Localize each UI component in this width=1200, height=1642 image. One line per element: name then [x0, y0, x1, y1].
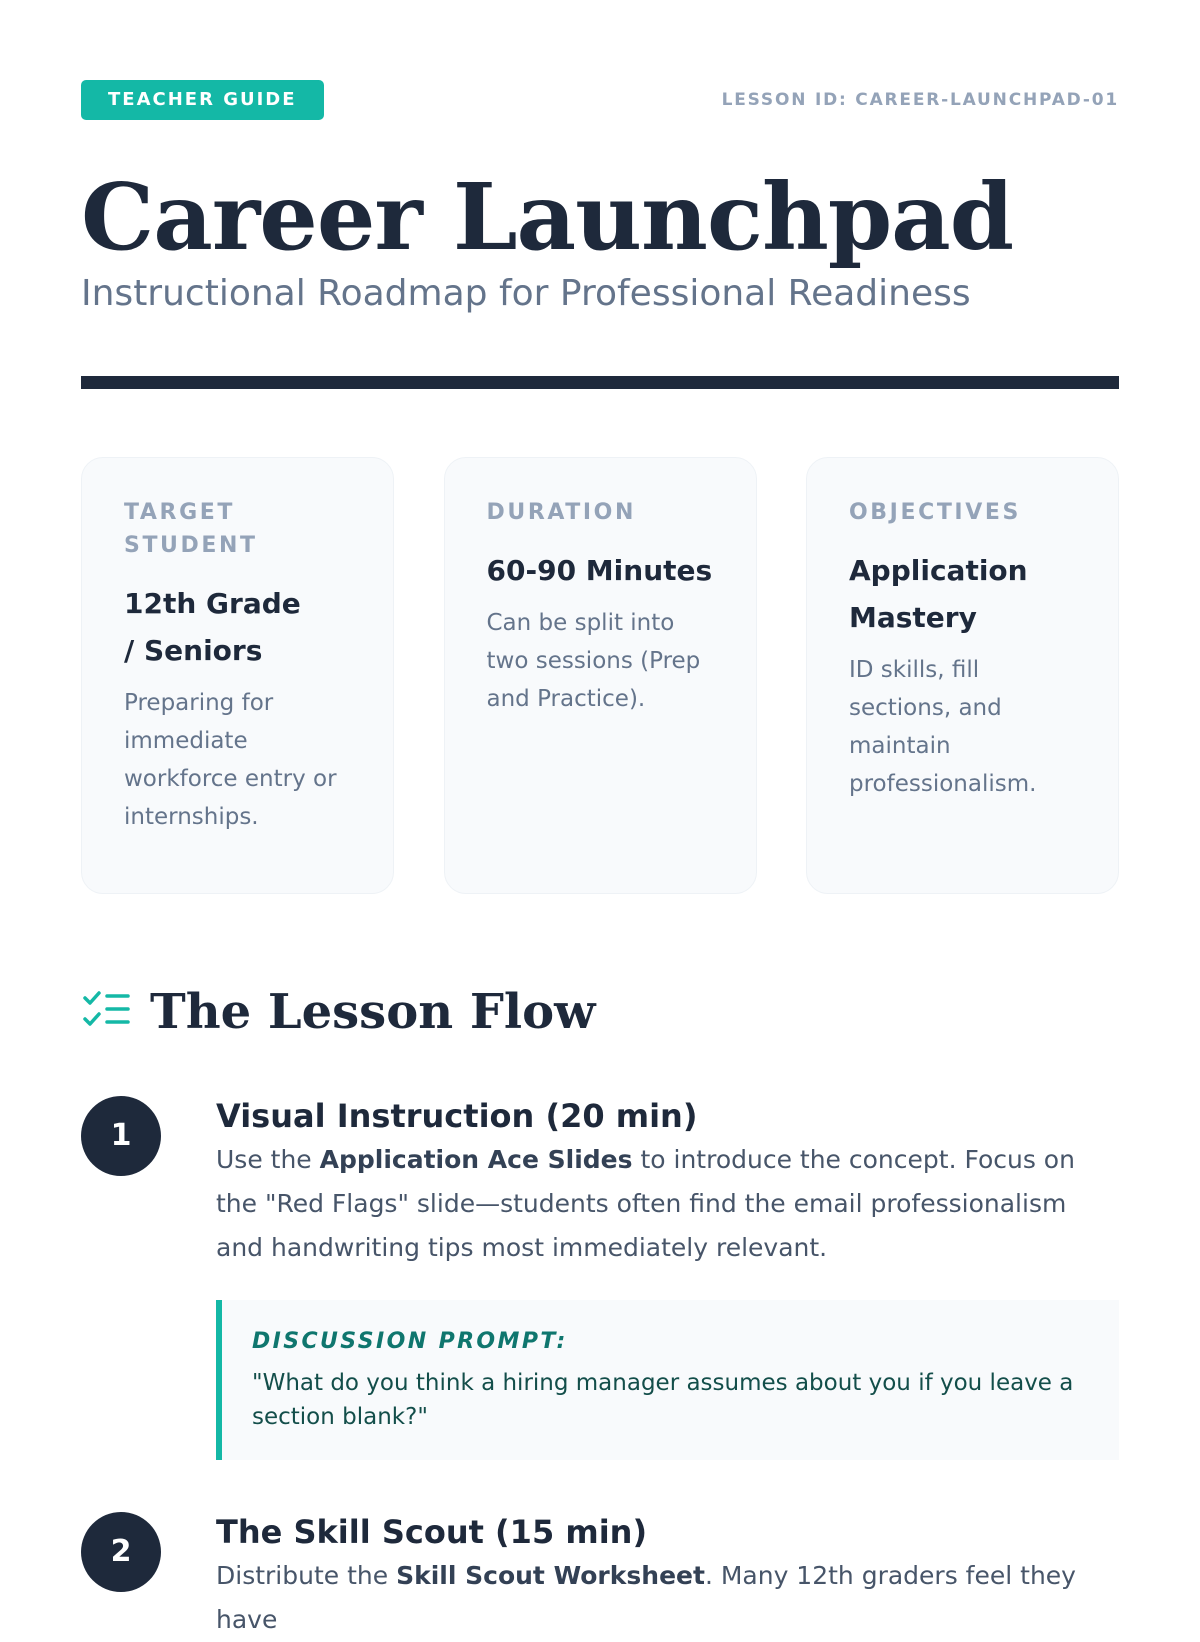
lesson-step-2	[81, 1510, 1119, 1642]
card-description: Preparing for immediate workforce entry or internships.	[124, 690, 337, 830]
lesson-step-1	[81, 1094, 1119, 1460]
lesson-steps	[81, 1094, 1119, 1642]
checklist-icon	[81, 990, 131, 1034]
page-subtitle: Instructional Roadmap for Professional Readiness	[81, 273, 971, 314]
step-body-text: Distribute the	[216, 1561, 397, 1590]
teacher-guide-badge: TEACHER GUIDE	[81, 80, 324, 120]
duration-card	[444, 457, 757, 894]
card-value: 60-90 Minutes	[486, 554, 713, 587]
lesson-flow-header	[81, 982, 1119, 1042]
title-divider	[81, 376, 1119, 389]
step-number: 1	[81, 1096, 161, 1176]
step-body-text: to introduce the concept. Focus on the "Red Flags" slide—students often find the email professionalism and handwriting tips most immediately relevant.	[216, 1145, 1075, 1262]
discussion-prompt-callout	[216, 1300, 1119, 1460]
step-body-text: . Many 12th graders feel they have	[216, 1561, 1076, 1634]
card-description: Can be split into two sessions (Prep and Practice).	[486, 610, 701, 712]
lesson-id: LESSON ID: CAREER-LAUNCHPAD-01	[721, 90, 1119, 110]
target-student-card	[81, 457, 394, 894]
callout-text: "What do you think a hiring manager assumes about you if you leave a section blank?"	[252, 1370, 1074, 1430]
callout-label: DISCUSSION PROMPT:	[252, 1329, 568, 1354]
card-value: 12th Grade / Seniors	[124, 587, 301, 667]
summary-cards	[81, 457, 1119, 894]
card-description: ID skills, fill sections, and maintain professionalism.	[849, 657, 1037, 797]
section-title: The Lesson Flow	[150, 984, 596, 1040]
objectives-card	[806, 457, 1119, 894]
card-label: TARGET STUDENT	[124, 500, 258, 558]
step-body-text: Use the	[216, 1145, 320, 1174]
page-title: Career Launchpad	[81, 163, 1014, 271]
step-title: The Skill Scout (15 min)	[216, 1513, 648, 1551]
step-resource-name: Skill Scout Worksheet	[396, 1561, 705, 1590]
step-resource-name: Application Ace Slides	[319, 1145, 633, 1174]
header-bar	[81, 80, 1119, 120]
card-value: Application Mastery	[849, 554, 1028, 634]
step-title: Visual Instruction (20 min)	[216, 1097, 698, 1135]
step-number: 2	[81, 1512, 161, 1592]
step-body	[216, 1138, 1119, 1270]
step-body	[216, 1554, 1119, 1642]
card-label: DURATION	[486, 500, 636, 525]
card-label: OBJECTIVES	[849, 500, 1021, 525]
